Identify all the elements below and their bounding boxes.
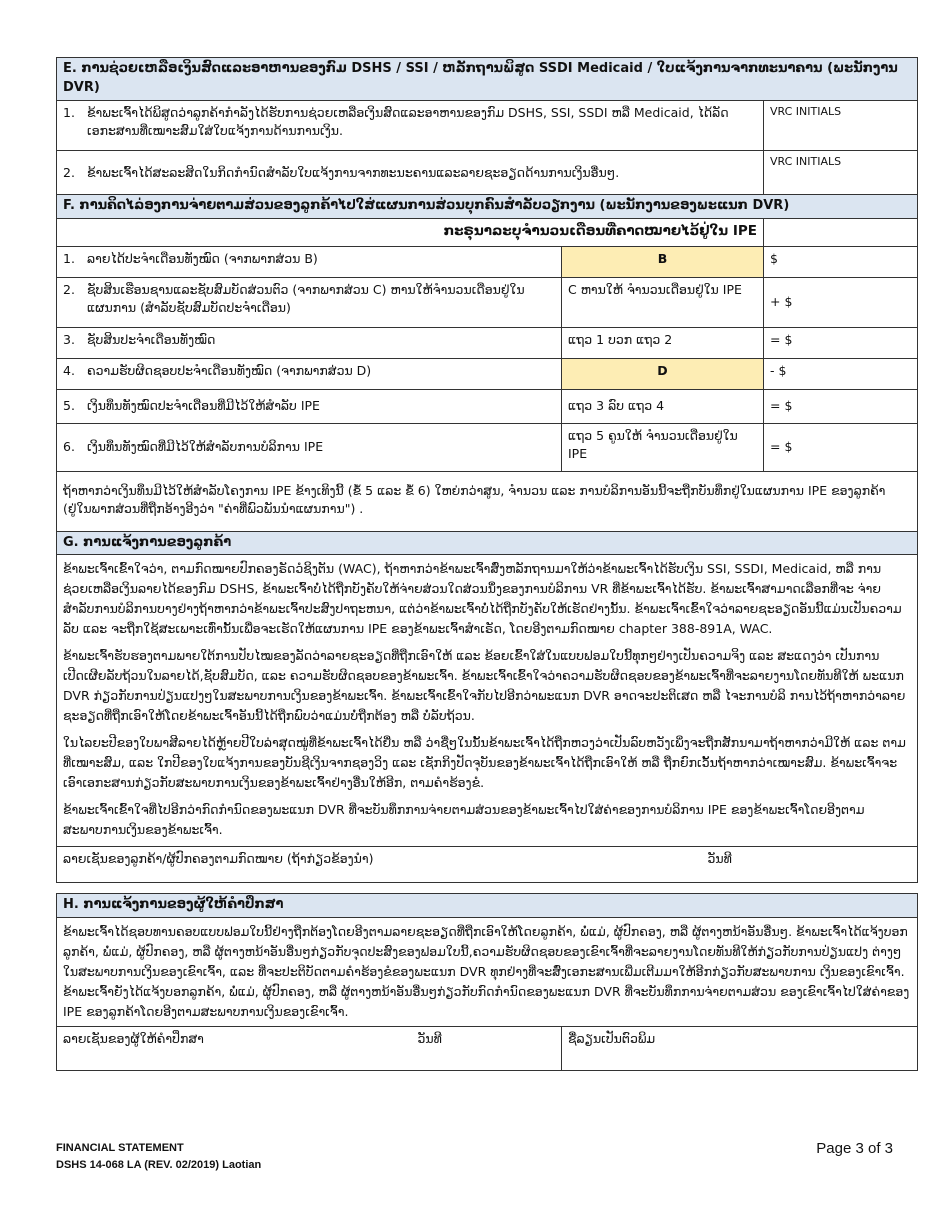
section-f-note: ຖ້າຫາກວ່າເງິນທຶນມີໄວ້ໃຫ້ສຳລັບໂຄງການ IPE ຂ້າງເທິງນີ້ (ຂໍ້ 5 ແລະ ຂໍ້ 6) ໃຫຍ່ກວ່າສູນ, ຈຳນວນ ແລະ ການບໍລິການອັນນີ້ຈະຖືກບັນທຶກຢູ່ໃນແຜນການ IPE ຂອງລູກຄ້າ (ຢູ່ໃນພາກສ່ວນທີ່ຖືກອ້າງອີງວ່າ "ຄ່າທີ່ພົວພັນນຳແຜນການ") . <box>57 471 918 531</box>
f-row-6 <box>57 423 562 471</box>
vrc-initials-field-1[interactable]: VRC INITIALS <box>764 100 918 150</box>
client-signature-label: ລາຍເຊັນຂອງລູກຄ້າ/ຜູ້ປົກຄອງຕາມກົດໝາຍ (ຖ້າກ່ຽວຂ້ອງນຳ) <box>63 851 374 867</box>
client-signature-field[interactable] <box>57 847 702 883</box>
form-title: FINANCIAL STATEMENT <box>56 1142 184 1154</box>
f-row-2 <box>57 277 562 327</box>
section-f-title: F. ການຄິດໄລ່ອງການຈ່າຍຕາມສ່ວນຂອງລູກຄ້າໄປໃສ່ແຜນການສ່ວນບຸກຄົນສຳລັບວຽກງານ (ພະນັກງານຂອງພະແນກ DVR) <box>57 194 918 218</box>
row-number: 5. <box>63 397 75 413</box>
section-g-body <box>57 555 918 847</box>
ipe-months-label: ກະຣຸນາລະບຸຈຳນວນເດືອນທີ່ຄາດໝາຍໄວ້ຢູ່ໃນ IPE <box>57 218 764 246</box>
row-desc: ລາຍໄດ້ປະຈຳເດືອນທັງໝົດ (ຈາກພາກສ່ວນ B) <box>87 250 318 266</box>
counselor-signature-label: ລາຍເຊັນຂອງຜູ້ໃຫ້ຄຳປຶກສາ <box>63 1031 204 1047</box>
f-row-3-amount[interactable]: = $ <box>764 327 918 358</box>
f-row-1 <box>57 246 562 277</box>
row-desc: ເງິນທຶນທັງໝົດປະຈຳເດືອນທີ່ມີໄວ້ໃຫ້ສຳລັບ IPE <box>87 397 320 413</box>
row-number: 2. <box>63 164 75 180</box>
section-h-title: H. ການແຈ້ງການຂອງຜູ້ໃຫ້ຄຳປຶກສາ <box>57 894 918 918</box>
section-h-table <box>56 893 918 1071</box>
f-row-1-amount[interactable]: $ <box>764 246 918 277</box>
row-desc: ເງິນທຶນທັງໝົດທີ່ມີໄວ້ໃຫ້ສຳລັບການບໍລິການ IPE <box>87 438 324 454</box>
h-paragraph: ຂ້າພະເຈົ້າໄດ້ຊອບທານຄອບແບບຟອມໃບນີ້ຢ່າງຖືກຕ້ອງໂດຍອີງຕາມລາຍຊະອຽດທີ່ຖືກເອົາໃຫ້ໂດຍລູກຄ້າ, ພໍ່ແມ່, ຜູ້ປົກຄອງ, ຫລື ຜູ້ຕາງຫນ້າອັນອື່ນໆ. ຂ້າພະເຈົ້າໄດ້ແຈ້ງບອກ ລູກຄ້າ, ພໍ່ແມ່, ຜູ້ປົກຄອງ, ຫລື ຜູ້ຕາງຫນ້າອັນອື່ນໆກ່ຽວກັບຈຸດປະສົງຂອງຟອມໃບນີ້,ຄວາມຮັບຜິດຊອບຂອງເຂົາເຈົ້າທີ່ຈະລາຍງານໂດຍທັນທີໃຫ້ກ່ຽວກັບການປ່ຽນແປງ ຕ່າງໆໃນສະພາບການເງິນຂອງເຂົາເຈົ້າ, ແລະ ທີ່ຈະປະຕິບັດຕາມຄຳຮ້ອງຂໍຂອງພະແນກ DVR ທຸກຢ່າງທີ່ຈະສົ່ງເອກະສານເພີ່ມເຕີມມາໃຫ້ອີກກ່ຽວກັບສະພາບການ ເງິນຂອງເຂົາເຈົ້າ. ຂ້າພະເຈົ້າຍັງໄດ້ແຈ້ງບອກລູກຄ້າ, ພໍ່ແມ່, ຜູ້ປົກຄອງ, ຫລື ຜູ້ຕາງຫນ້າອັນອື່ນໆກ່ຽວກັບກົດກຳນົດຂອງພະແນກ DVR ທີ່ຈະບັນທຶກການຈ່າຍຕາມສ່ວນ ຂອງເຂົາເຈົ້າໄປໃສ່ຄ່າຂອງ IPE ຂອງລູກຄ້າໂດຍອີງຕາມສະພາບການເງິນຂອງເຂົາເຈົ້າ. <box>63 924 910 1020</box>
section-e-row-2 <box>57 150 764 194</box>
section-e-title: E. ການຊ່ວຍເຫລືອເງິນສົດແລະອາຫານຂອງກົມ DSHS / SSI / ຫລັກຖານພິສູດ SSDI Medicaid / ໃບແຈ້ງການຈາກທະນາຄານ (ພະນັກງານ DVR) <box>57 58 918 101</box>
f-row-2-calc: C ຫານໃຫ້ ຈຳນວນເດືອນຢູ່ໃນ IPE <box>562 277 764 327</box>
counselor-date-label: ວັນທີ <box>417 1031 442 1047</box>
g-paragraph-2: ຂ້າພະເຈົ້າຮັບຮອງຕາມພາຍໃຕ້ການປັບໄໝຂອງລັດວ່າລາຍຊະອຽດທີ່ຖືກເອົາໃຫ້ ແລະ ຂ້ອຍເຂົ້າໃສ່ໃນແບບຟອມໃບນີ້ທຸກໆຢ່າງເປັນຄວາມຈິງ ແລະ ສະແດງວ່າ ເປັນການເປີດເຜີຍລັບຖ້ວນໃນລາຍໄດ້,ຊັບສົມບັດ, ແລະ ຄວາມຮັບຜິດຊອບຂອງຂ້າພະເຈົ້າ. ຂ້າພະເຈົ້າເຂົ້າໃຈວ່າຄວາມຮັບຜິດຊອບຂອງຂ້າພະເຈົ້າທີ່ຈະລາຍງານໂດຍທັນທີໃຫ້ ພະແນກ DVR ກ່ຽວກັບການປ່ຽນແປງໆໃນສະພາບການເງິນຂອງຂ້າພະເຈົ້າ. ຂ້າພະເຈົ້າເຂົ້າໃຈກັບໄປອີກວ່າພະແນກ DVR ອາດຈະປະຕິເສດ ຫລື ໄຈະການບໍລິ ການໄວ້ຖ້າຫາກວ່າລາຍຊະອຽດທີ່ຖືກເອົາໃຫ້ໂດຍຂ້າພະເຈົ້າອັນນີ້ໄດ້ຖືກພົບວ່າແມ່ນບໍ່ຖືກຕ້ອງ ຫລື ບໍ່ລັບຖ້ວນ. <box>63 648 906 724</box>
f-row-6-amount[interactable]: = $ <box>764 423 918 471</box>
f-row-1-calc: B <box>562 246 764 277</box>
vrc-initials-field-2[interactable]: VRC INITIALS <box>764 150 918 194</box>
section-h-body <box>57 918 918 1027</box>
ipe-months-field[interactable] <box>764 218 918 246</box>
g-paragraph-1: ຂ້າພະເຈົ້າເຂົ້າໃຈວ່າ, ຕາມກົດໝາຍປົກຄອງຣັດວໍຊິງຕັນ (WAC), ຖ້າຫາກວ່າຂ້າພະເຈົ້າສົ່ງຫລັກຖານມາໃຫ້ວ່າຂ້າພະເຈົ້າໄດ້ຮັບເງິນ SSI, SSDI, Medicaid, ຫລື ການຊ່ວຍເຫລືອເງິນລາຍໄດ້ຂອງກົມ DSHS, ຂ້າພະເຈົ້າບໍ່ໄດ້ຖືກບັງຄັບໃຫ້ຈ່າຍສ່ວນໃດສ່ວນນຶ່ງຂອງການບໍລິການ VR ທີ່ຂ້າພະເຈົ້າໄດ້ຮັບ. ຂ້າພະເຈົ້າສາມາດເລືອກທີ່ຈະ ຈ່າຍສຳລັບການບໍລິການບາງຢ່າງຖ້າຫາກວ່າຂ້າພະເຈົ້າປະສົງປາຖະຫນາ, ແຕ່ວ່າຂ້າພະເຈົ້າບໍ່ໄດ້ຖືກບັງຄັບໃຫ້ເຮັດຢ່າງນັ້ນ. ຂ້າພະເຈົ້າເຂົ້າໃຈວ່າລາຍຊະອຽດອັນນີ້ແມ່ນເປັນຄວາມລັບ ແລະ ຈະຖືກໃຊ້ສະເພາະເທົ່ານັ້ນເພື່ອຈະເຮັດໃຫ້ແຜນການ IPE ຂອງຂ້າພະເຈົ້າສຳເຣັດ, ໂດຍອີງຕາມກົດໝາຍ chapter 388-891A, WAC. <box>63 561 902 637</box>
row-number: 4. <box>63 362 75 378</box>
row-number: 6. <box>63 438 75 454</box>
counselor-printed-name-field[interactable] <box>562 1027 918 1071</box>
counselor-date-field[interactable] <box>412 1027 562 1071</box>
row-desc: ຄວາມຮັບຜິດຊອບປະຈຳເດືອນທັງໝົດ (ຈາກພາກສ່ວນ D) <box>87 362 372 378</box>
g-paragraph-3: ໃນໄລຍະປີຂອງໃບພາສີລາຍໄດ້ຫຼ້າຍປີໃບລ່າສຸດໝູ່ທີ່ຂ້າພະເຈົ້າໄດ້ຍື່ນ ຫລື ວ່າຊື່ໆໃນນັ້ນຂ້າພະເຈົ້າໄດ້ຖືກຫວງວ່າເປັນລົບຫວັງເພິ່ງຈະຖືກສັກນາມາຖ້າຫາກວ່າມີໃຫ້ ແລະ ຕາມທີ່ເໝາະສົມ, ແລະ ໃກປີຂອງໃບແຈ້ງການຂອງບັນຊີເງິນຈາກຊອງວິງ ແລະ ເຊັກກິງປັດຈຸບັນຂອງຂ້າພະເຈົ້າໄດ້ຖືກເອົາໃຫ້ ຫລື ຖືກຍົກເວັ້ນຖ້າຫາກວ່າເໝາະສົມ. ຂ້າພະເຈົ້າຈະເອົາເອກະສານກ່ຽວກັບສະພາບການເງິນຂອງຂ້າພະເຈົ້າຢ່າງອື່ນໃຫ້ອີກ, ຕາມຄຳຮ້ອງຂໍ. <box>63 735 906 791</box>
page-footer <box>56 1140 917 1174</box>
section-e-row-1 <box>57 100 764 150</box>
page-number: Page 3 of 3 <box>816 1140 893 1157</box>
row-text: ຂ້າພະເຈົ້າໄດ້ພິສູດວ່າລູກຄ້າກຳລັງໄດ້ຮັບການຊ່ວຍເຫລືອເງິນສົດແລະອາຫານຂອງກົມ DSHS, SSI, SSDI ຫລື Medicaid, ໄດ້ລັດ ເອກະສານທີ່ເໝາະສົມໃສ່ໃບແຈ້ງການດ້ານການເງິນ. <box>87 104 729 138</box>
client-date-field[interactable] <box>702 847 918 883</box>
f-row-4-calc: D <box>562 358 764 389</box>
client-date-label: ວັນທີ <box>707 851 732 867</box>
counselor-printed-name-label: ຊື່ລຽນເປັນຕົວພິມ <box>568 1031 656 1047</box>
section-f-table <box>56 194 918 532</box>
f-row-3-calc: ແຖວ 1 ບວກ ແຖວ 2 <box>562 327 764 358</box>
f-row-3 <box>57 327 562 358</box>
row-number: 3. <box>63 331 75 347</box>
g-paragraph-4: ຂ້າພະເຈົ້າເຂົ້າໃຈທີ່ໄປອີກວ່າກົດກຳນົດຂອງພະແນກ DVR ທີ່ຈະບັນທຶກການຈ່າຍຕາມສ່ວນຂອງຂ້າພະເຈົ້າໄປໃສ່ຄ່າຂອງການບໍລິການ IPE ຂອງຂ້າພະເຈົ້າໂດຍອີງຕາມ ສະພາບການເງິນຂອງຂ້າພະເຈົ້າ. <box>63 802 865 838</box>
f-row-6-calc: ແຖວ 5 ຄູນໃຫ້ ຈຳນວນເດືອນຢູ່ໃນ IPE <box>562 423 764 471</box>
row-number: 2. <box>63 281 75 297</box>
f-row-4 <box>57 358 562 389</box>
section-e-table <box>56 57 918 195</box>
row-desc: ຊັບສິນເຮືອນຊານແລະຊັບສົມບັດສ່ວນຕົວ (ຈາກພາກສ່ວນ C) ຫານໃຫ້ຈຳນວນເດືອນຢູ່ໃນແຜນການ (ສຳລັບຊັບສົມບັດປະຈຳເດືອນ) <box>87 281 525 315</box>
row-desc: ຊັບສິນປະຈຳເດືອນທັງໝົດ <box>87 331 216 347</box>
row-number: 1. <box>63 250 75 266</box>
row-number: 1. <box>63 104 75 120</box>
f-row-5-calc: ແຖວ 3 ລົບ ແຖວ 4 <box>562 389 764 423</box>
form-page <box>56 57 917 1071</box>
row-text: ຂ້າພະເຈົ້າໄດ້ສະລະສິດໃນກິດກຳນົດສຳລັບໃບແຈ້ງການຈາກທະນະຄານແລະລາຍຊະອຽດດ້ານການເງິນອື່ນໆ. <box>87 164 620 180</box>
section-g-title: G. ການແຈ້ງການຂອງລູກຄ້າ <box>57 531 918 555</box>
counselor-signature-field[interactable] <box>57 1027 412 1071</box>
section-g-table <box>56 531 918 884</box>
f-row-2-amount[interactable]: + $ <box>764 277 918 327</box>
f-row-5 <box>57 389 562 423</box>
f-row-5-amount[interactable]: = $ <box>764 389 918 423</box>
f-row-4-amount[interactable]: - $ <box>764 358 918 389</box>
form-number: DSHS 14-068 LA (REV. 02/2019) Laotian <box>56 1159 262 1172</box>
